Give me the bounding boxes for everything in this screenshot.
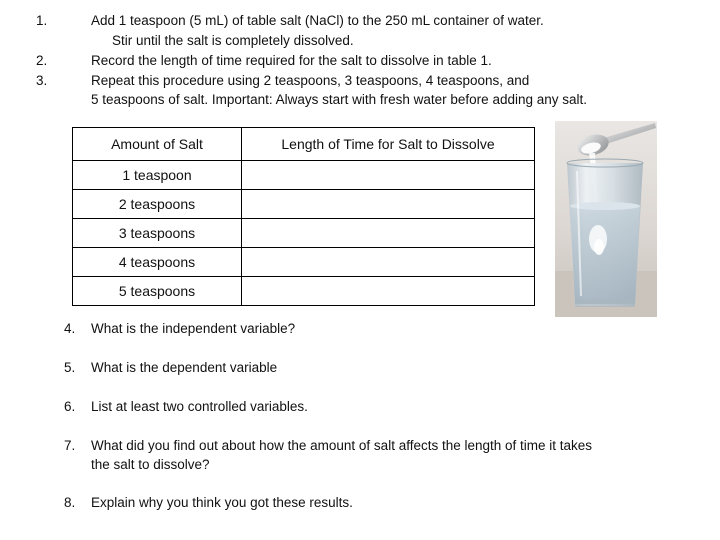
question-text: Explain why you think you got these results. [91, 495, 353, 510]
question-number: 6. [64, 399, 76, 414]
header-amount-of-salt: Amount of Salt [73, 128, 242, 161]
time-cell[interactable] [242, 219, 535, 248]
instruction-text: Repeat this procedure using 2 teaspoons, 3 teaspoons, 4 teaspoons, and [91, 73, 530, 88]
glass-base [575, 299, 635, 307]
salt-glass-photo [555, 121, 657, 317]
question-text: What is the independent variable? [91, 321, 296, 336]
question-text: What is the dependent variable [91, 360, 278, 375]
table-row [73, 248, 535, 277]
time-cell[interactable] [242, 161, 535, 190]
instruction-text: Stir until the salt is completely dissolved. [112, 33, 354, 48]
table-header-row [73, 128, 535, 161]
instruction-number: 2. [36, 53, 48, 68]
table-row [73, 277, 535, 306]
table-row [73, 161, 535, 190]
question-text: the salt to dissolve? [91, 457, 210, 472]
header-length-of-time: Length of Time for Salt to Dissolve [242, 128, 535, 161]
table-row [73, 190, 535, 219]
time-cell[interactable] [242, 248, 535, 277]
instruction-text: Record the length of time required for the salt to dissolve in table 1. [91, 53, 492, 68]
amount-cell: 2 teaspoons [73, 190, 242, 219]
amount-cell: 4 teaspoons [73, 248, 242, 277]
question-number: 7. [64, 438, 76, 453]
question-text: List at least two controlled variables. [91, 399, 308, 414]
question-text: What did you find out about how the amount of salt affects the length of time it takes [91, 438, 593, 453]
instruction-number: 3. [36, 73, 48, 88]
time-cell[interactable] [242, 277, 535, 306]
amount-cell: 1 teaspoon [73, 161, 242, 190]
instruction-text: Add 1 teaspoon (5 mL) of table salt (NaCl) to the 250 mL container of water. [91, 13, 544, 28]
amount-cell: 5 teaspoons [73, 277, 242, 306]
amount-cell: 3 teaspoons [73, 219, 242, 248]
salt-dissolve-table [72, 127, 535, 306]
water-surface [570, 202, 640, 210]
instruction-text: 5 teaspoons of salt. Important: Always start with fresh water before adding any salt. [91, 92, 588, 107]
question-number: 4. [64, 321, 76, 336]
time-cell[interactable] [242, 190, 535, 219]
question-number: 8. [64, 495, 76, 510]
dissolving-salt-core [594, 239, 604, 255]
table-row [73, 219, 535, 248]
question-number: 5. [64, 360, 76, 375]
instruction-number: 1. [36, 13, 48, 28]
